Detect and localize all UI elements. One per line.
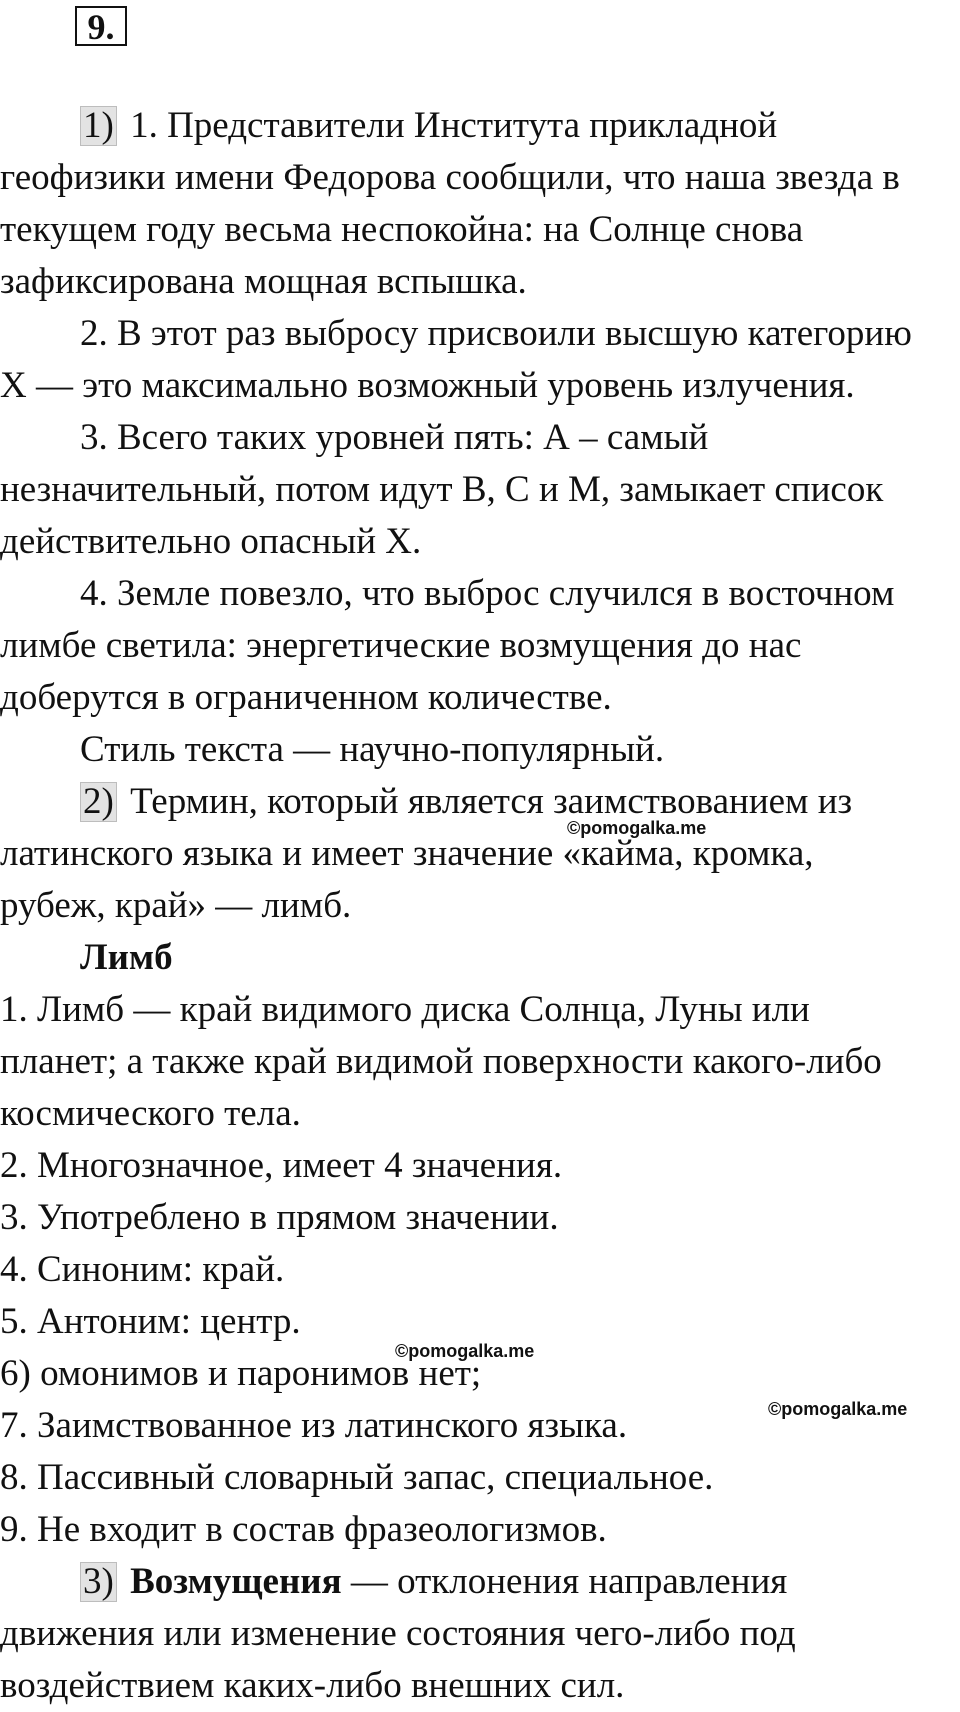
- item-marker-2: 2): [80, 782, 117, 822]
- word-heading-text: Лимб: [80, 937, 173, 978]
- analysis-line: 4. Синоним: край.: [0, 1249, 285, 1290]
- analysis-line: 2. Многозначное, имеет 4 значения.: [0, 1145, 563, 1186]
- paragraph-1-line: текущем году весьма неспокойна: на Солнце снова: [0, 209, 804, 250]
- text-style-line: Стиль текста — научно-популярный.: [80, 729, 665, 770]
- analysis-line: 7. Заимствованное из латинского языка.: [0, 1405, 628, 1446]
- paragraph-4-line: 4. Земле повезло, что выброс случился в восточном: [80, 573, 895, 614]
- paragraph-3-line: незначительный, потом идут B, C и M, замыкает список: [0, 469, 884, 510]
- definition-line: движения или изменение состояния чего-либо под: [0, 1613, 796, 1654]
- analysis-line: 5. Антоним: центр.: [0, 1301, 301, 1342]
- analysis-line: 9. Не входит в состав фразеологизмов.: [0, 1509, 607, 1550]
- analysis-line: 8. Пассивный словарный запас, специальное.: [0, 1457, 714, 1498]
- paragraph-1-line: [0, 100, 960, 152]
- paragraph-2-line: 2. В этот раз выбросу присвоили высшую категорию: [80, 313, 912, 354]
- term-line: [0, 776, 960, 828]
- task-number-box: 9.: [75, 6, 127, 46]
- paragraph-3-line: 3. Всего таких уровней пять: А – самый: [80, 417, 709, 458]
- text-line: 1. Представители Института прикладной: [130, 105, 778, 146]
- paragraph-2-line: X — это максимально возможный уровень излучения.: [0, 365, 855, 406]
- watermark: ©pomogalka.me: [395, 1341, 535, 1361]
- answer-text: [0, 100, 960, 1712]
- item-marker-1: 1): [80, 106, 117, 146]
- paragraph-4-line: доберутся в ограниченном количестве.: [0, 677, 612, 718]
- term-line: латинского языка и имеет значение «кайма, кромка,: [0, 833, 814, 874]
- analysis-line: 1. Лимб — край видимого диска Солнца, Луны или: [0, 989, 810, 1030]
- word-heading: [0, 932, 960, 984]
- definition-line: воздействием каких-либо внешних сил.: [0, 1665, 625, 1706]
- paragraph-1-line: зафиксирована мощная вспышка.: [0, 261, 527, 302]
- analysis-line: космического тела.: [0, 1093, 301, 1134]
- paragraph-1-line: геофизики имени Федорова сообщили, что наша звезда в: [0, 157, 900, 198]
- text-line: Термин, который является заимствованием из: [130, 781, 853, 822]
- analysis-line: 6) омонимов и паронимов нет;: [0, 1353, 482, 1394]
- watermark: ©pomogalka.me: [567, 818, 707, 838]
- analysis-line: 3. Употреблено в прямом значении.: [0, 1197, 559, 1238]
- watermark: ©pomogalka.me: [768, 1399, 908, 1419]
- text-line: — отклонения направления: [350, 1561, 788, 1602]
- definition-line: [0, 1556, 960, 1608]
- paragraph-4-line: лимбе светила: энергетические возмущения до нас: [0, 625, 802, 666]
- term-line: рубеж, край» — лимб.: [0, 885, 352, 926]
- analysis-line: планет; а также край видимой поверхности какого-либо: [0, 1041, 882, 1082]
- defined-word: Возмущения: [130, 1561, 342, 1602]
- paragraph-3-line: действительно опасный X.: [0, 521, 422, 562]
- item-marker-3: 3): [80, 1562, 117, 1602]
